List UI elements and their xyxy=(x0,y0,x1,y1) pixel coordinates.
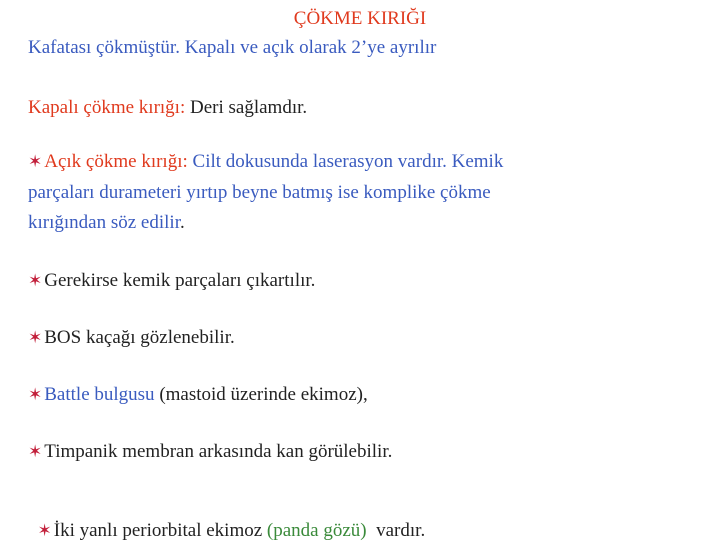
battle-sign-highlight: Battle bulgusu xyxy=(44,384,155,405)
bullet-item xyxy=(28,270,315,292)
open-fracture-line-3 xyxy=(28,212,185,234)
bullet-text: Gerekirse kemik parçaları çıkartılır. xyxy=(44,270,316,291)
open-fracture-label: Açık çökme kırığı: xyxy=(44,151,188,172)
star-bullet-icon: ✶ xyxy=(28,152,43,171)
star-bullet-icon: ✶ xyxy=(28,271,43,290)
panda-eyes-highlight: (panda gözü) xyxy=(266,520,367,541)
open-fracture-line-2: parçaları durameteri yırtıp beyne batmış ise komplike çökme xyxy=(28,182,491,203)
bullet-item xyxy=(28,498,425,542)
bullet-item xyxy=(28,327,235,349)
star-bullet-icon: ✶ xyxy=(37,521,52,540)
bullet-text-end: vardır. xyxy=(366,520,426,541)
bullet-text: İki yanlı periorbital ekimoz xyxy=(53,520,267,541)
bullet-text: (mastoid üzerinde ekimoz), xyxy=(154,384,368,405)
star-bullet-icon: ✶ xyxy=(28,442,43,461)
star-bullet-icon: ✶ xyxy=(28,328,43,347)
open-fracture-text-3: kırığından söz edilir xyxy=(28,212,180,233)
intro-text: Kafatası çökmüştür. Kapalı ve açık olarak 2’ye ayrılır xyxy=(28,37,437,58)
open-fracture-period: . xyxy=(179,212,185,233)
bullet-text: BOS kaçağı gözlenebilir. xyxy=(44,327,235,348)
closed-fracture-text: Deri sağlamdır. xyxy=(189,97,308,118)
bullet-item xyxy=(28,384,368,406)
star-bullet-icon: ✶ xyxy=(28,385,43,404)
page-title: ÇÖKME KIRIĞI xyxy=(293,8,427,29)
closed-fracture-line xyxy=(28,97,307,119)
open-fracture-line-1 xyxy=(28,151,503,173)
bullet-item xyxy=(28,441,392,463)
open-fracture-text-1: Cilt dokusunda laserasyon vardır. Kemik xyxy=(192,151,504,172)
closed-fracture-label: Kapalı çökme kırığı: xyxy=(28,97,186,118)
bullet-text: Timpanik membran arkasında kan görülebilir. xyxy=(44,441,393,462)
